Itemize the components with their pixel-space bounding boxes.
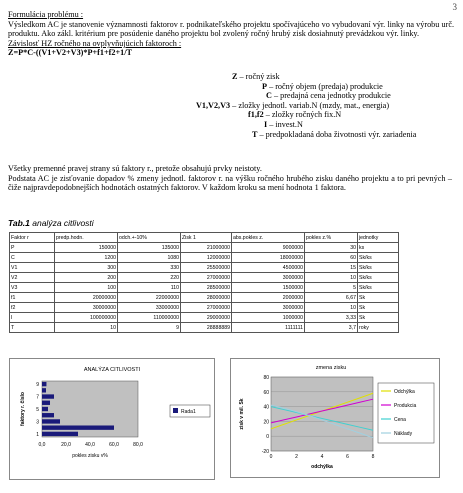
table-cell: 1200 — [55, 253, 118, 263]
bar — [42, 432, 78, 436]
y-tick-label: 9 — [36, 382, 39, 389]
table-cell: f2 — [10, 303, 55, 313]
legend-symbol: T — [252, 129, 258, 139]
legend-label: Rada1 — [181, 409, 196, 415]
table-cell: 100000000 — [55, 313, 118, 323]
table-cell: 300 — [55, 263, 118, 273]
table-cell: 135000 — [118, 243, 181, 253]
paragraph-method: Podstata AC je zisťovanie dopadov % zmeny jednotl. faktorov r. na výšku ročného hrubého zisku daného projektu a to pri pevných – čiže najpravdepodobnejších hodnotách ostatných faktorov. V každom kroku sa mení hodnota 1 faktora. — [8, 173, 452, 193]
legend-symbol: V1,V2,V3 — [196, 100, 231, 110]
table-cell: Sk — [358, 313, 399, 323]
table-cell: 21000000 — [181, 243, 232, 253]
table-header-cell: jednotky — [358, 233, 399, 243]
table-cell: 6,67 — [305, 293, 358, 303]
table-cell: 3,33 — [305, 313, 358, 323]
y-tick-label: -20 — [261, 449, 269, 455]
table-header-cell: pokles z.% — [305, 233, 358, 243]
table-cell: 33000000 — [118, 303, 181, 313]
sensitivity-chart-svg — [10, 359, 214, 479]
table-cell: V3 — [10, 283, 55, 293]
table-cell: 3000000 — [232, 273, 305, 283]
table-cell: 10 — [305, 273, 358, 283]
table-cell: 9 — [118, 323, 181, 333]
x-tick-label: 0,0 — [38, 442, 46, 448]
table-cell: Sk/ks — [358, 263, 399, 273]
table-cell: 2000000 — [232, 293, 305, 303]
table-cell: 1111111 — [232, 323, 305, 333]
table-row — [10, 253, 399, 263]
table-cell: 27000000 — [181, 273, 232, 283]
x-axis-label: odchýlka — [311, 464, 333, 470]
table-row — [10, 323, 399, 333]
table-cell: 100 — [55, 283, 118, 293]
formula-legend — [196, 72, 448, 139]
table-header-row — [10, 233, 399, 243]
legend-description: – predpokladaná doba životnosti výr. zariadenia — [257, 129, 417, 139]
table-row — [10, 303, 399, 313]
legend-description: – predajná cena jednotky produkcie — [271, 91, 391, 101]
legend-label: Náklady — [394, 431, 413, 437]
legend-line — [196, 101, 448, 111]
x-tick-label: 60,0 — [109, 442, 119, 448]
y-tick-label: 20 — [263, 419, 269, 426]
table-cell: 20000000 — [55, 293, 118, 303]
x-tick-label: 2 — [295, 454, 298, 460]
table-header-cell: Faktor r — [10, 233, 55, 243]
table-cell: Sk — [358, 303, 399, 313]
legend-line — [196, 120, 448, 130]
y-tick-label: 1 — [36, 431, 39, 438]
y-tick-label: 7 — [36, 394, 39, 401]
legend-symbol: Z — [232, 72, 238, 81]
x-tick-label: 0 — [269, 454, 273, 460]
y-tick-label: 40 — [263, 404, 269, 411]
table-cell: 12000000 — [181, 253, 232, 263]
table-cell: P — [10, 243, 55, 253]
table-row — [10, 313, 399, 323]
table-header-cell: predp.hodn. — [55, 233, 118, 243]
table-cell: 1000000 — [232, 313, 305, 323]
table-row — [10, 243, 399, 253]
bar — [42, 419, 60, 423]
sensitivity-table — [9, 232, 399, 333]
table-cell: 28888889 — [181, 323, 232, 333]
y-tick-label: 3 — [36, 419, 39, 426]
table-row — [10, 263, 399, 273]
table-cell: T — [10, 323, 55, 333]
table-cell: 27000000 — [181, 303, 232, 313]
legend-label: Produkcia — [394, 403, 417, 409]
x-tick-label: 4 — [320, 454, 324, 460]
table-cell: 9000000 — [232, 243, 305, 253]
bar — [42, 401, 50, 405]
x-tick-label: 20,0 — [61, 442, 71, 448]
table-cell: 28000000 — [181, 293, 232, 303]
table-title — [8, 218, 94, 228]
table-cell: 15 — [305, 263, 358, 273]
page-number: 3 — [452, 2, 457, 12]
table-cell: 10 — [305, 303, 358, 313]
table-cell: 5 — [305, 283, 358, 293]
bar — [42, 407, 48, 411]
legend-line — [196, 130, 448, 140]
table-title-text: analýza citlivosti — [29, 218, 94, 228]
y-axis-label: zisk v mil. Sk — [239, 398, 245, 430]
table-title-label: Tab.1 — [8, 218, 30, 228]
legend-description: – invest.N — [267, 119, 303, 129]
section-heading: Formulácia problému : — [8, 10, 84, 19]
x-tick-label: 8 — [371, 454, 375, 460]
bar — [42, 413, 54, 417]
table-cell: 30000000 — [55, 303, 118, 313]
table-cell: 25500000 — [181, 263, 232, 273]
bar — [42, 388, 46, 392]
y-tick-label: 80 — [263, 375, 269, 381]
legend-line — [196, 82, 448, 92]
table-cell: Sk — [358, 293, 399, 303]
y-tick-label: 0 — [266, 434, 269, 441]
table-cell: 220 — [118, 273, 181, 283]
table-cell: 18000000 — [232, 253, 305, 263]
bar — [42, 425, 114, 429]
legend-line — [196, 72, 448, 82]
bar — [42, 382, 46, 386]
x-tick-label: 80,0 — [133, 442, 143, 448]
table-cell: 200 — [55, 273, 118, 283]
table-cell: V2 — [10, 273, 55, 283]
table-cell: 29000000 — [181, 313, 232, 323]
table-cell: 110 — [118, 283, 181, 293]
legend-description: – zložky jednotl. variab.N (mzdy, mat., energia) — [230, 100, 390, 110]
profit-change-chart-svg — [231, 359, 439, 477]
explanation-block — [8, 164, 452, 193]
sensitivity-chart — [9, 358, 215, 480]
chart-title: zmena zisku — [315, 365, 347, 371]
legend-line — [196, 91, 448, 101]
y-tick-label: 5 — [36, 407, 39, 413]
table-row — [10, 293, 399, 303]
table-cell: roky — [358, 323, 399, 333]
y-tick-label: 60 — [263, 389, 269, 396]
x-axis-label: pokles zisku v% — [72, 453, 108, 459]
profit-formula: Z=P*C-((V1+V2+V3)*P+f1+f2+1/T — [8, 48, 132, 58]
legend-description: – zložky ročných fix.N — [263, 110, 342, 120]
table-row — [10, 283, 399, 293]
legend-symbol: P — [262, 81, 268, 91]
legend-description: – ročný zisk — [237, 72, 280, 81]
table-cell: 1080 — [118, 253, 181, 263]
table-cell: 30 — [305, 243, 358, 253]
paragraph-intro: Výsledkom AC je stanovenie významnosti faktorov r. podnikateľského projektu spočívajúceho vo vybudovaní výr. linky na výrobu urč. produktu. Ako zákl. kritérium pre posúdenie daného projektu bol zvolený ročný hrubý zisk dosiahnutý prevádzkou výr. linky. — [8, 19, 454, 39]
chart-title: ANALÝZA CITLIVOSTI — [83, 367, 141, 373]
table-cell: ks — [358, 243, 399, 253]
table-cell: Sk/ks — [358, 273, 399, 283]
legend-label: Odchýlka — [394, 389, 415, 395]
x-tick-label: 6 — [346, 454, 349, 460]
table-cell: 28500000 — [181, 283, 232, 293]
table-cell: 3,7 — [305, 323, 358, 333]
table-cell: C — [10, 253, 55, 263]
table-cell: I — [10, 313, 55, 323]
legend-symbol: f1,f2 — [248, 110, 264, 120]
y-axis-label: faktory r. číslo — [20, 392, 26, 426]
bar — [42, 394, 54, 398]
table-cell: 150000 — [55, 243, 118, 253]
table-cell: Sk/ks — [358, 253, 399, 263]
table-cell: 3000000 — [232, 303, 305, 313]
document-body — [8, 10, 454, 58]
table-cell: V1 — [10, 263, 55, 273]
legend-symbol: I — [264, 119, 268, 129]
table-cell: 4500000 — [232, 263, 305, 273]
table-cell: Sk/ks — [358, 283, 399, 293]
dependency-heading: Závislosť HZ ročného na ovplyvňujúcich faktoroch : — [8, 38, 182, 48]
legend-swatch — [173, 408, 178, 413]
table-cell: 330 — [118, 263, 181, 273]
table-cell: 1500000 — [232, 283, 305, 293]
paragraph-variables: Všetky premenné pravej strany sú faktory r., pretože obsahujú prvky neistoty. — [8, 164, 262, 173]
legend-line — [196, 110, 448, 120]
table-cell: 10 — [55, 323, 118, 333]
legend-symbol: C — [266, 91, 272, 101]
legend-label: Cena — [394, 417, 406, 423]
table-header-cell: abs.pokles z. — [232, 233, 305, 243]
x-tick-label: 40,0 — [85, 442, 95, 448]
table-cell: f1 — [10, 293, 55, 303]
table-cell: 110000000 — [118, 313, 181, 323]
legend-description: – ročný objem (predaja) produkcie — [267, 81, 383, 91]
table-cell: 22000000 — [118, 293, 181, 303]
profit-change-chart — [230, 358, 440, 478]
plot-area — [271, 377, 373, 451]
table-header-cell: odch.+-10% — [118, 233, 181, 243]
table-header-cell: Zisk 1 — [181, 233, 232, 243]
table-cell: 60 — [305, 253, 358, 263]
table-row — [10, 273, 399, 283]
